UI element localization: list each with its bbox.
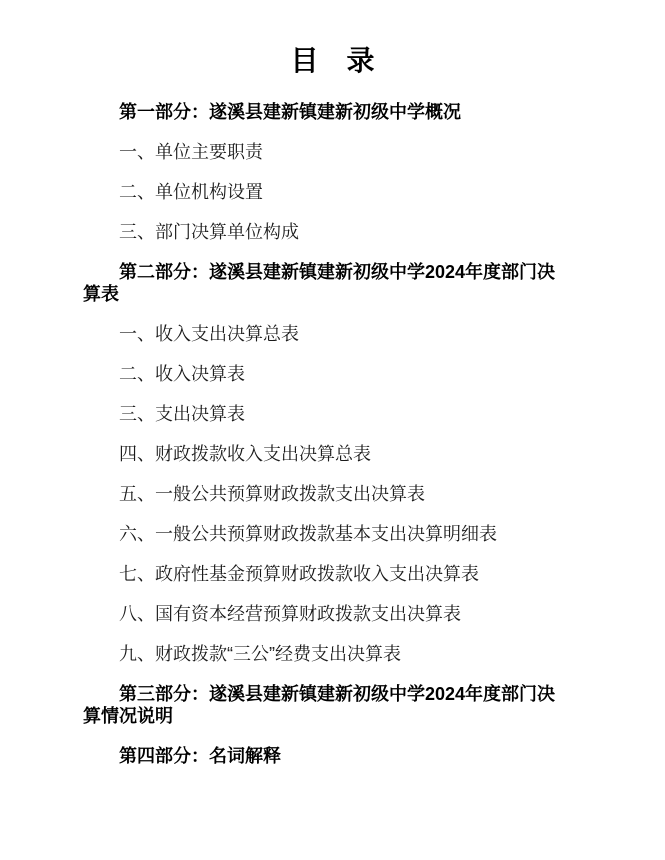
toc-item: 一、单位主要职责 <box>119 142 263 162</box>
toc-section-heading: 第二部分：遂溪县建新镇建新初级中学2024年度部门决算表 <box>83 262 556 304</box>
toc-item: 五、一般公共预算财政拨款支出决算表 <box>119 484 425 504</box>
toc-item: 三、支出决算表 <box>119 404 245 424</box>
toc-item: 三、部门决算单位构成 <box>119 222 299 242</box>
toc-item: 二、收入决算表 <box>119 364 245 384</box>
toc-item: 一、收入支出决算总表 <box>119 324 299 344</box>
toc-section-heading: 第三部分：遂溪县建新镇建新初级中学2024年度部门决算情况说明 <box>83 684 556 726</box>
toc-item: 六、一般公共预算财政拨款基本支出决算明细表 <box>119 524 497 544</box>
toc-item: 七、政府性基金预算财政拨款收入支出决算表 <box>119 564 479 584</box>
toc-item: 八、国有资本经营预算财政拨款支出决算表 <box>119 604 461 624</box>
page-title: 目 录 <box>290 45 375 76</box>
toc-item: 四、财政拨款收入支出决算总表 <box>119 444 371 464</box>
toc-item: 九、财政拨款“三公”经费支出决算表 <box>119 644 401 664</box>
toc-section-heading: 第一部分：遂溪县建新镇建新初级中学概况 <box>119 102 461 122</box>
toc-item: 二、单位机构设置 <box>119 182 263 202</box>
toc-list <box>83 101 563 767</box>
toc-section-heading: 第四部分：名词解释 <box>119 746 281 766</box>
